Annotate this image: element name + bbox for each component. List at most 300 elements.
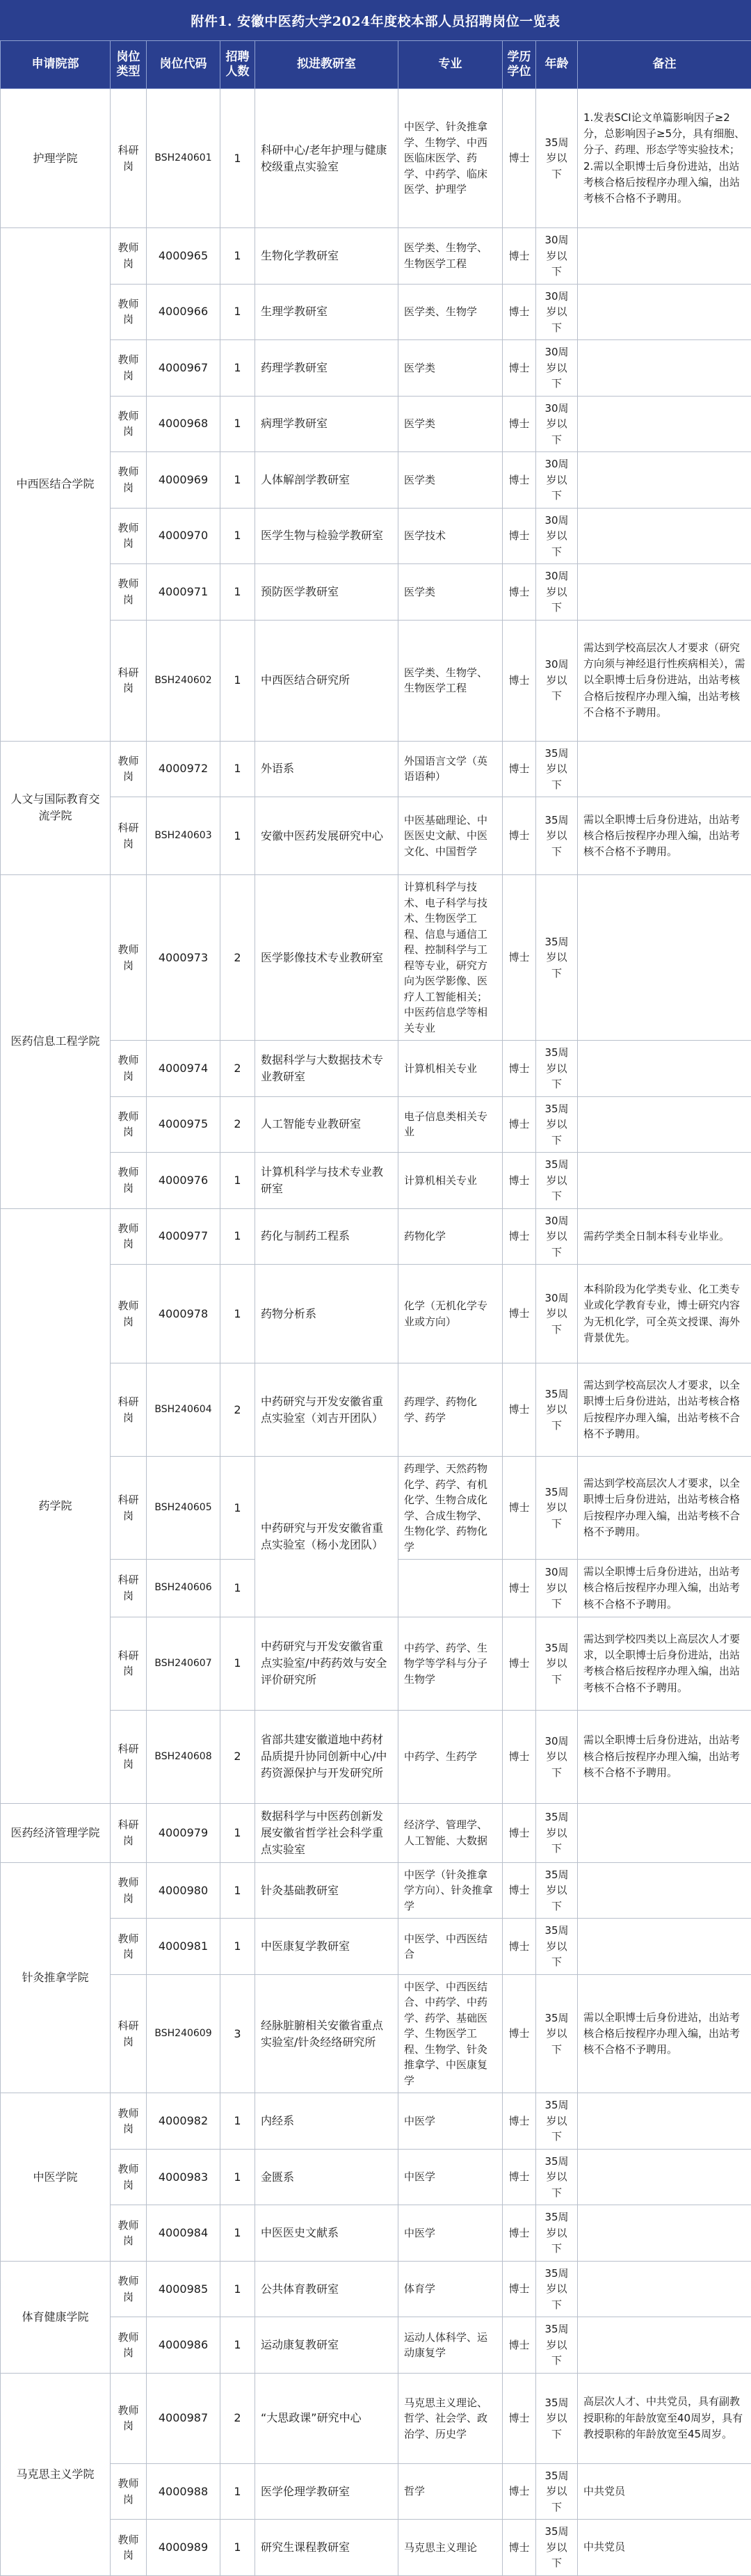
num-cell: 1 [220,2520,255,2576]
type-cell: 教师岗 [111,340,147,397]
dept-cell: 马克思主义学院 [1,2373,111,2575]
header-major: 专业 [398,41,503,89]
major-cell: 中医基础理论、中医医史文献、中医文化、中国哲学 [398,797,503,875]
note-cell [578,1919,751,1975]
code-cell: 4000965 [147,228,220,285]
type-cell: 教师岗 [111,1153,147,1209]
table-row [1,284,751,340]
type-cell: 科研岗 [111,1457,147,1560]
type-cell: 科研岗 [111,797,147,875]
header-note: 备注 [578,41,751,89]
note-cell [578,1041,751,1097]
age-cell: 35周岁以下 [536,2520,578,2576]
degree-cell: 博士 [503,2317,536,2374]
age-cell: 30周岁以下 [536,452,578,509]
age-cell: 35周岁以下 [536,2373,578,2463]
num-cell: 1 [220,340,255,397]
office-cell: 医学伦理学教研室 [255,2463,398,2520]
dept-cell: 护理学院 [1,89,111,228]
office-cell: 药理学教研室 [255,340,398,397]
type-cell: 科研岗 [111,1974,147,2093]
age-cell: 35周岁以下 [536,1974,578,2093]
note-cell [578,2205,751,2262]
num-cell: 1 [220,741,255,797]
degree-cell: 博士 [503,741,536,797]
note-cell [578,564,751,621]
type-cell: 科研岗 [111,620,147,741]
age-cell: 30周岁以下 [536,1560,578,1617]
note-cell [578,1803,751,1862]
dept-cell: 人文与国际教育交流学院 [1,741,111,875]
degree-cell: 博士 [503,1363,536,1457]
table-row [1,875,751,1041]
type-cell: 教师岗 [111,2205,147,2262]
code-cell: BSH240608 [147,1710,220,1803]
type-cell: 教师岗 [111,2149,147,2205]
age-cell: 35周岁以下 [536,1617,578,1710]
recruitment-table [0,40,751,2576]
table-row [1,1710,751,1803]
major-cell: 电子信息类相关专业 [398,1096,503,1153]
major-cell [398,1560,503,1617]
dept-cell: 中医学院 [1,2093,111,2262]
degree-cell: 博士 [503,1457,536,1560]
table-row [1,1096,751,1153]
table-row [1,564,751,621]
table-row [1,1363,751,1457]
note-cell: 需达到学校高层次人才要求，以全职博士后身份进站，出站考核合格后按程序办理入编，出站考核不合格不予聘用。 [578,1457,751,1560]
type-cell: 教师岗 [111,1208,147,1265]
office-cell: 省部共建安徽道地中药材品质提升协同创新中心/中药资源保护与开发研究所 [255,1710,398,1803]
type-cell: 教师岗 [111,1862,147,1919]
note-cell [578,2093,751,2150]
major-cell: 中医学、中西医结合、中药学、中药学、药学、基础医学、生物医学工程、生物学、针灸推拿学、中医康复学 [398,1974,503,2093]
code-cell: 4000982 [147,2093,220,2150]
major-cell: 运动人体科学、运动康复学 [398,2317,503,2374]
major-cell: 中药学、生药学 [398,1710,503,1803]
office-cell: 外语系 [255,741,398,797]
age-cell: 30周岁以下 [536,284,578,340]
note-cell [578,452,751,509]
age-cell: 35周岁以下 [536,2463,578,2520]
office-cell: 中药研究与开发安徽省重点实验室（刘吉开团队） [255,1363,398,1457]
age-cell: 35周岁以下 [536,2149,578,2205]
age-cell: 35周岁以下 [536,2261,578,2317]
degree-cell: 博士 [503,284,536,340]
table-row [1,396,751,452]
table-row [1,2149,751,2205]
major-cell: 医学技术 [398,508,503,564]
major-cell: 中医学 [398,2205,503,2262]
note-cell: 1.发表SCI论文单篇影响因子≥2分，总影响因子≥5分，具有细胞、分子、药理、形态学等实验技术；2.需以全职博士后身份进站，出站考核合格后按程序办理入编，出站考核不合格不予聘用。 [578,89,751,228]
major-cell: 医学类 [398,396,503,452]
table-row [1,1457,751,1560]
type-cell: 教师岗 [111,452,147,509]
code-cell: 4000979 [147,1803,220,1862]
type-cell: 教师岗 [111,2520,147,2576]
num-cell: 1 [220,2093,255,2150]
major-cell: 中医学 [398,2149,503,2205]
office-cell: 内经系 [255,2093,398,2150]
num-cell: 2 [220,1363,255,1457]
major-cell: 哲学 [398,2463,503,2520]
type-cell: 教师岗 [111,508,147,564]
code-cell: 4000969 [147,452,220,509]
code-cell: BSH240604 [147,1363,220,1457]
code-cell: 4000981 [147,1919,220,1975]
major-cell: 医学类、生物学 [398,284,503,340]
major-cell: 中医学、针灸推拿学、生物学、中西医临床医学、药学、中药学、临床医学、护理学 [398,89,503,228]
num-cell: 1 [220,2261,255,2317]
table-row [1,1208,751,1265]
type-cell: 教师岗 [111,2317,147,2374]
type-cell: 科研岗 [111,89,147,228]
code-cell: BSH240602 [147,620,220,741]
degree-cell: 博士 [503,1153,536,1209]
code-cell: 4000984 [147,2205,220,2262]
office-cell: “大思政课”研究中心 [255,2373,398,2463]
code-cell: 4000968 [147,396,220,452]
num-cell: 1 [220,564,255,621]
num-cell: 1 [220,2149,255,2205]
degree-cell: 博士 [503,1919,536,1975]
table-row [1,1041,751,1097]
table-row [1,228,751,285]
major-cell: 中医学（针灸推拿学方向）、针灸推拿学 [398,1862,503,1919]
num-cell: 1 [220,797,255,875]
note-cell [578,1153,751,1209]
degree-cell: 博士 [503,2093,536,2150]
office-cell: 数据科学与大数据技术专业教研室 [255,1041,398,1097]
major-cell: 中医学 [398,2093,503,2150]
code-cell: 4000974 [147,1041,220,1097]
office-cell: 数据科学与中医药创新发展安徽省哲学社会科学重点实验室 [255,1803,398,1862]
major-cell: 计算机相关专业 [398,1153,503,1209]
degree-cell: 博士 [503,1974,536,2093]
office-cell: 针灸基础教研室 [255,1862,398,1919]
num-cell: 2 [220,2373,255,2463]
num-cell: 1 [220,1265,255,1363]
code-cell: BSH240603 [147,797,220,875]
age-cell: 35周岁以下 [536,2317,578,2374]
major-cell: 马克思主义理论、哲学、社会学、政治学、历史学 [398,2373,503,2463]
code-cell: 4000989 [147,2520,220,2576]
note-cell [578,2149,751,2205]
major-cell: 化学（无机化学专业或方向） [398,1265,503,1363]
note-cell: 本科阶段为化学类专业、化工类专业或化学教育专业，博士研究内容为无机化学，可全英文授课、海外背景优先。 [578,1265,751,1363]
type-cell: 教师岗 [111,1265,147,1363]
note-cell [578,396,751,452]
num-cell: 2 [220,1096,255,1153]
table-row [1,2463,751,2520]
degree-cell: 博士 [503,2463,536,2520]
age-cell: 30周岁以下 [536,1265,578,1363]
major-cell: 外国语言文学（英语语种） [398,741,503,797]
num-cell: 1 [220,1153,255,1209]
header-degree: 学历学位 [503,41,536,89]
office-cell: 公共体育教研室 [255,2261,398,2317]
note-cell [578,741,751,797]
age-cell: 35周岁以下 [536,1363,578,1457]
major-cell: 中医学、中西医结合 [398,1919,503,1975]
type-cell: 科研岗 [111,1363,147,1457]
age-cell: 30周岁以下 [536,564,578,621]
major-cell: 药理学、药物化学、药学 [398,1363,503,1457]
degree-cell: 博士 [503,1803,536,1862]
num-cell: 1 [220,620,255,741]
office-cell: 人体解剖学教研室 [255,452,398,509]
num-cell: 1 [220,2317,255,2374]
note-cell: 需以全职博士后身份进站，出站考核合格后按程序办理入编，出站考核不合格不予聘用。 [578,797,751,875]
age-cell: 30周岁以下 [536,396,578,452]
degree-cell: 博士 [503,89,536,228]
degree-cell: 博士 [503,2149,536,2205]
code-cell: 4000976 [147,1153,220,1209]
major-cell: 马克思主义理论 [398,2520,503,2576]
note-cell [578,284,751,340]
code-cell: 4000972 [147,741,220,797]
major-cell: 医学类 [398,340,503,397]
num-cell: 1 [220,1862,255,1919]
degree-cell: 博士 [503,1096,536,1153]
degree-cell: 博士 [503,1208,536,1265]
type-cell: 教师岗 [111,741,147,797]
office-cell: 药物分析系 [255,1265,398,1363]
major-cell: 中药学、药学、生物学等学科与分子生物学 [398,1617,503,1710]
code-cell: 4000977 [147,1208,220,1265]
office-cell: 运动康复教研室 [255,2317,398,2374]
degree-cell: 博士 [503,396,536,452]
note-cell [578,1862,751,1919]
type-cell: 教师岗 [111,284,147,340]
major-cell: 医学类 [398,452,503,509]
table-row [1,741,751,797]
note-cell [578,508,751,564]
type-cell: 教师岗 [111,1919,147,1975]
major-cell: 医学类、生物学、生物医学工程 [398,620,503,741]
type-cell: 教师岗 [111,1041,147,1097]
header-dept: 申请院部 [1,41,111,89]
type-cell: 科研岗 [111,1617,147,1710]
table-row [1,452,751,509]
degree-cell: 博士 [503,875,536,1041]
degree-cell: 博士 [503,2520,536,2576]
code-cell: 4000973 [147,875,220,1041]
type-cell: 教师岗 [111,875,147,1041]
office-cell: 药化与制药工程系 [255,1208,398,1265]
major-cell: 药物化学 [398,1208,503,1265]
type-cell: 教师岗 [111,2373,147,2463]
num-cell: 1 [220,1803,255,1862]
degree-cell: 博士 [503,797,536,875]
num-cell: 1 [220,396,255,452]
age-cell: 35周岁以下 [536,797,578,875]
major-cell: 药理学、天然药物化学、药学、有机化学、生物合成化学、合成生物学、生物化学、药物化学 [398,1457,503,1560]
age-cell: 30周岁以下 [536,508,578,564]
office-cell: 预防医学教研室 [255,564,398,621]
note-cell: 需药学类全日制本科专业毕业。 [578,1208,751,1265]
dept-cell: 医药经济管理学院 [1,1803,111,1862]
office-cell: 中药研究与开发安徽省重点实验室/中药药效与安全评价研究所 [255,1617,398,1710]
office-cell: 病理学教研室 [255,396,398,452]
note-cell: 需以全职博士后身份进站，出站考核合格后按程序办理入编，出站考核不合格不予聘用。 [578,1560,751,1617]
num-cell: 1 [220,228,255,285]
code-cell: 4000980 [147,1862,220,1919]
code-cell: 4000988 [147,2463,220,2520]
note-cell [578,228,751,285]
degree-cell: 博士 [503,228,536,285]
note-cell: 需以全职博士后身份进站，出站考核合格后按程序办理入编，出站考核不合格不予聘用。 [578,1710,751,1803]
note-cell: 需达到学校四类以上高层次人才要求，以全职博士后身份进站，出站考核合格后按程序办理入编，出站考核不合格不予聘用。 [578,1617,751,1710]
code-cell: 4000966 [147,284,220,340]
note-cell: 中共党员 [578,2520,751,2576]
table-row [1,620,751,741]
code-cell: BSH240606 [147,1560,220,1617]
degree-cell: 博士 [503,1265,536,1363]
num-cell: 2 [220,1041,255,1097]
num-cell: 1 [220,89,255,228]
header-type: 岗位类型 [111,41,147,89]
code-cell: 4000970 [147,508,220,564]
degree-cell: 博士 [503,1710,536,1803]
note-cell: 需以全职博士后身份进站，出站考核合格后按程序办理入编，出站考核不合格不予聘用。 [578,1974,751,2093]
note-cell: 需达到学校高层次人才要求（研究方向须与神经退行性疾病相关），需以全职博士后身份进站，出站考核合格后按程序办理入编，出站考核不合格不予聘用。 [578,620,751,741]
code-cell: BSH240607 [147,1617,220,1710]
office-cell: 中药研究与开发安徽省重点实验室（杨小龙团队） [255,1457,398,1617]
table-row [1,2261,751,2317]
degree-cell: 博士 [503,2205,536,2262]
major-cell: 体育学 [398,2261,503,2317]
header-row [1,41,751,89]
table-row [1,2205,751,2262]
major-cell: 医学类、生物学、生物医学工程 [398,228,503,285]
dept-cell: 药学院 [1,1208,111,1803]
table-row [1,797,751,875]
table-row [1,1153,751,1209]
degree-cell: 博士 [503,620,536,741]
degree-cell: 博士 [503,340,536,397]
office-cell: 医学影像技术专业教研室 [255,875,398,1041]
table-row [1,2317,751,2374]
type-cell: 教师岗 [111,564,147,621]
degree-cell: 博士 [503,1041,536,1097]
dept-cell: 中西医结合学院 [1,228,111,742]
age-cell: 35周岁以下 [536,1862,578,1919]
type-cell: 教师岗 [111,228,147,285]
code-cell: 4000971 [147,564,220,621]
document-title: 附件1. 安徽中医药大学2024年度校本部人员招聘岗位一览表 [0,0,751,40]
degree-cell: 博士 [503,452,536,509]
dept-cell: 医药信息工程学院 [1,875,111,1209]
age-cell: 35周岁以下 [536,875,578,1041]
age-cell: 30周岁以下 [536,228,578,285]
age-cell: 35周岁以下 [536,89,578,228]
office-cell: 研究生课程教研室 [255,2520,398,2576]
code-cell: BSH240609 [147,1974,220,2093]
code-cell: 4000975 [147,1096,220,1153]
num-cell: 1 [220,1457,255,1560]
code-cell: 4000987 [147,2373,220,2463]
header-age: 年龄 [536,41,578,89]
office-cell: 金匮系 [255,2149,398,2205]
office-cell: 中西医结合研究所 [255,620,398,741]
note-cell: 需达到学校高层次人才要求，以全职博士后身份进站，出站考核合格后按程序办理入编，出站考核不合格不予聘用。 [578,1363,751,1457]
note-cell [578,1096,751,1153]
table-row [1,2520,751,2576]
age-cell: 30周岁以下 [536,1710,578,1803]
table-row [1,1617,751,1710]
age-cell: 35周岁以下 [536,741,578,797]
age-cell: 35周岁以下 [536,1041,578,1097]
dept-cell: 针灸推拿学院 [1,1862,111,2093]
type-cell: 科研岗 [111,1710,147,1803]
office-cell: 生理学教研室 [255,284,398,340]
age-cell: 30周岁以下 [536,340,578,397]
table-row [1,1974,751,2093]
table-row [1,2373,751,2463]
type-cell: 教师岗 [111,2261,147,2317]
code-cell: 4000985 [147,2261,220,2317]
table-row [1,1862,751,1919]
table-row [1,1803,751,1862]
major-cell: 医学类 [398,564,503,621]
num-cell: 3 [220,1974,255,2093]
age-cell: 35周岁以下 [536,1096,578,1153]
table-row [1,1265,751,1363]
office-cell: 医学生物与检验学教研室 [255,508,398,564]
major-cell: 计算机相关专业 [398,1041,503,1097]
degree-cell: 博士 [503,1617,536,1710]
table-row [1,340,751,397]
type-cell: 教师岗 [111,2463,147,2520]
code-cell: 4000978 [147,1265,220,1363]
table-row [1,89,751,228]
header-num: 招聘人数 [220,41,255,89]
code-cell: 4000967 [147,340,220,397]
type-cell: 科研岗 [111,1560,147,1617]
office-cell: 人工智能专业教研室 [255,1096,398,1153]
num-cell: 1 [220,1560,255,1617]
office-cell: 中医康复学教研室 [255,1919,398,1975]
age-cell: 35周岁以下 [536,2205,578,2262]
age-cell: 35周岁以下 [536,1803,578,1862]
code-cell: BSH240605 [147,1457,220,1560]
num-cell: 1 [220,1617,255,1710]
major-cell: 经济学、管理学、人工智能、大数据 [398,1803,503,1862]
note-cell: 高层次人才、中共党员，具有副教授职称的年龄放宽至40周岁，具有教授职称的年龄放宽至45周岁。 [578,2373,751,2463]
type-cell: 教师岗 [111,396,147,452]
num-cell: 1 [220,2463,255,2520]
office-cell: 中医医史文献系 [255,2205,398,2262]
table-row [1,508,751,564]
num-cell: 1 [220,1208,255,1265]
num-cell: 2 [220,1710,255,1803]
age-cell: 35周岁以下 [536,1919,578,1975]
num-cell: 1 [220,1919,255,1975]
degree-cell: 博士 [503,2261,536,2317]
degree-cell: 博士 [503,1560,536,1617]
header-code: 岗位代码 [147,41,220,89]
office-cell: 计算机科学与技术专业教研室 [255,1153,398,1209]
age-cell: 35周岁以下 [536,1457,578,1560]
degree-cell: 博士 [503,1862,536,1919]
age-cell: 30周岁以下 [536,620,578,741]
code-cell: 4000986 [147,2317,220,2374]
major-cell: 计算机科学与技术、电子科学与技术、生物医学工程、信息与通信工程、控制科学与工程等专业，研究方向为医学影像、医疗人工智能相关；中医药信息学等相关专业 [398,875,503,1041]
office-cell: 科研中心/老年护理与健康校级重点实验室 [255,89,398,228]
code-cell: 4000983 [147,2149,220,2205]
num-cell: 1 [220,508,255,564]
